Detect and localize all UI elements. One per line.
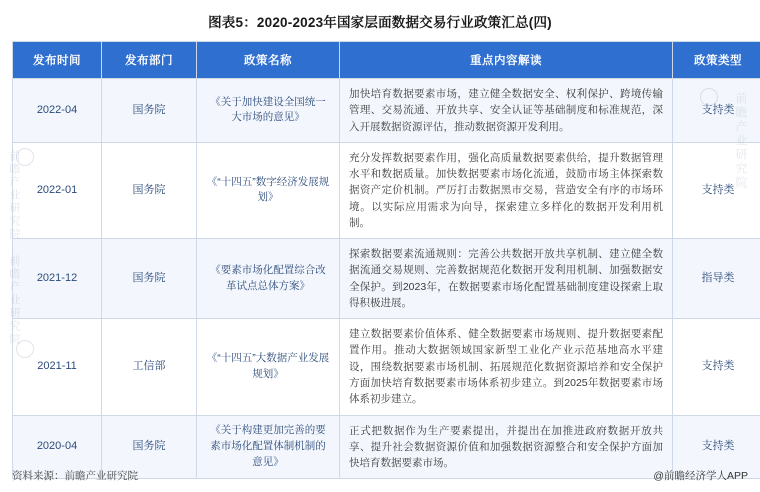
cell-content: 加快培育数据要素市场，建立健全数据安全、权利保护、跨境传输管理、交易流通、开放共享、安全认证等基础制度和标准规范，深入开展数据资源评估，推动数据资源开发利用。 xyxy=(340,79,673,143)
cell-department: 国务院 xyxy=(102,239,197,319)
cell-policy-name: 《“十四五”数字经济发展规划》 xyxy=(197,142,340,238)
page-title: 图表5：2020-2023年国家层面数据交易行业政策汇总(四) xyxy=(208,15,552,30)
table-row xyxy=(13,239,760,319)
column-header-content: 重点内容解读 xyxy=(340,42,673,79)
cell-date: 2022-04 xyxy=(13,79,102,143)
cell-policy-type: 支持类 xyxy=(673,415,760,479)
table-row xyxy=(13,142,760,238)
table-row xyxy=(13,319,760,415)
column-header-policy-name: 政策名称 xyxy=(197,42,340,79)
watermark-right: 前瞻产业研究院 xyxy=(734,92,748,190)
brand-text: @前瞻经济学人APP xyxy=(653,470,748,482)
cell-policy-type: 支持类 xyxy=(673,79,760,143)
cell-policy-name: 《关于构建更加完善的要素市场化配置体制机制的意见》 xyxy=(197,415,340,479)
cell-policy-type: 支持类 xyxy=(673,319,760,415)
cell-date: 2021-11 xyxy=(13,319,102,415)
cell-date: 2021-12 xyxy=(13,239,102,319)
cell-content: 正式把数据作为生产要素提出，并提出在加推进政府数据开放共享、提升社会数据资源价值和加强数据资源整合和安全保护方面加快培育数据要素市场。 xyxy=(340,415,673,479)
watermark-left-top: 前瞻产业研究院 xyxy=(8,150,20,241)
cell-policy-name: 《“十四五”大数据产业发展规划》 xyxy=(197,319,340,415)
cell-content: 充分发挥数据要素作用，强化高质量数据要素供给，提升数据管理水平和数据质量。加快数据要素市场化流通，鼓励市场主体探索数据资产定价机制。严厉打击数据黑市交易，营造安全有序的市场环境。以实际应用需求为向导，探索建立多样化的数据开发利用机制。 xyxy=(340,142,673,238)
source-text: 资料来源：前瞻产业研究院 xyxy=(12,470,138,482)
table-row xyxy=(13,79,760,143)
column-header-department: 发布部门 xyxy=(102,42,197,79)
cell-department: 国务院 xyxy=(102,415,197,479)
footer xyxy=(12,468,748,483)
table-header-row xyxy=(13,42,760,79)
watermark-left-bottom: 前瞻产业研究院 xyxy=(8,255,20,346)
policy-table xyxy=(12,41,760,479)
cell-policy-type: 指导类 xyxy=(673,239,760,319)
column-header-policy-type: 政策类型 xyxy=(673,42,760,79)
cell-department: 工信部 xyxy=(102,319,197,415)
cell-policy-name: 《关于加快建设全国统一大市场的意见》 xyxy=(197,79,340,143)
cell-content: 探索数据要素流通规则：完善公共数据开放共享机制、建立健全数据流通交易规则、完善数据规范化数据开发利用机制、加强数据安全保护。到2023年，在数据要素市场化配置基础制度建设探索上取得积极进展。 xyxy=(340,239,673,319)
cell-policy-type: 支持类 xyxy=(673,142,760,238)
cell-date: 2020-04 xyxy=(13,415,102,479)
cell-department: 国务院 xyxy=(102,142,197,238)
column-header-date: 发布时间 xyxy=(13,42,102,79)
cell-content: 建立数据要素价值体系、健全数据要素市场规则、提升数据要素配置作用。推动大数据领域国家新型工业化产业示范基地高水平建设，围绕数据要素市场机制、拓展规范化数据资源培养和安全保护方面加快培育数据要素市场体系初步建立。到2025年数据要素市场体系初步建立。 xyxy=(340,319,673,415)
cell-department: 国务院 xyxy=(102,79,197,143)
cell-date: 2022-01 xyxy=(13,142,102,238)
cell-policy-name: 《要素市场化配置综合改革试点总体方案》 xyxy=(197,239,340,319)
